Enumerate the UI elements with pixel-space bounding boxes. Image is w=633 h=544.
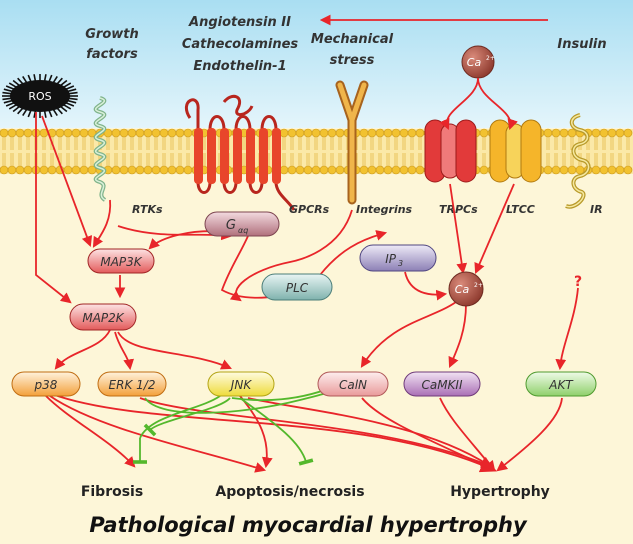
jnk-node[interactable] [208, 372, 274, 396]
mechanical-stress-label-2: stress [329, 53, 375, 68]
camkii-label: CaMKII [421, 378, 463, 392]
ip3-label: IP [385, 252, 396, 266]
plc-label: PLC [285, 281, 309, 295]
ca-int-label: Ca [454, 283, 470, 296]
ros-label: ROS [28, 90, 52, 103]
ca-int-sup: 2+ [474, 282, 483, 289]
galpha-label: G [225, 218, 236, 233]
growth-factors-label-2: factors [86, 47, 138, 62]
diagram-title: Pathological myocardial hypertrophy [89, 513, 527, 537]
ltcc-channel [490, 120, 541, 182]
galpha-sub: αq [238, 226, 249, 235]
ca-intracellular-node[interactable] [449, 272, 483, 306]
plc-node[interactable] [262, 274, 332, 300]
cytoplasm [0, 128, 633, 540]
gpcrs-label: GPCRs [289, 203, 330, 216]
galpha-node[interactable] [205, 212, 279, 236]
ltcc-label: LTCC [506, 203, 535, 216]
fibrosis-label: Fibrosis [80, 484, 144, 500]
ca-extracellular [462, 46, 495, 78]
growth-factors-label: Growth [85, 27, 139, 42]
map2k-label: MAP2K [82, 311, 124, 325]
ca-ext-sup: 2+ [486, 55, 495, 62]
ip3-node[interactable] [360, 245, 436, 271]
map3k-label: MAP3K [100, 255, 142, 269]
rtks-label: RTKs [132, 203, 163, 216]
caln-node[interactable] [318, 372, 388, 396]
camkii-node[interactable] [404, 372, 480, 396]
hypertrophy-label: Hypertrophy [450, 484, 550, 500]
map3k-node[interactable] [88, 249, 154, 273]
apoptosis-label: Apoptosis/necrosis [215, 484, 365, 500]
insulin-label: Insulin [557, 37, 607, 52]
caln-label: CalN [338, 378, 368, 392]
erk-node[interactable] [98, 372, 166, 396]
ca-ext-label: Ca [466, 56, 482, 69]
ir-label: IR [590, 203, 603, 216]
p38-node[interactable] [12, 372, 80, 396]
trpc-channel [425, 120, 476, 182]
ros-molecule [2, 74, 78, 118]
unknown-link-label: ? [573, 274, 583, 290]
map2k-node[interactable] [70, 304, 136, 330]
erk-label: ERK 1/2 [108, 378, 156, 392]
akt-label: AKT [549, 378, 573, 392]
jnk-label: JNK [230, 378, 252, 392]
akt-node[interactable] [526, 372, 596, 396]
trpcs-label: TRPCs [439, 203, 478, 216]
ip3-sub: 3 [398, 259, 404, 268]
mechanical-stress-label: Mechanical [310, 32, 394, 47]
p38-label: p38 [34, 378, 58, 392]
angiotensin-label: Angiotensin II [189, 15, 291, 30]
integrins-label: Integrins [356, 203, 413, 216]
endothelin-label: Endothelin-1 [193, 59, 287, 74]
catecholamines-label: Cathecolamines [181, 37, 299, 52]
